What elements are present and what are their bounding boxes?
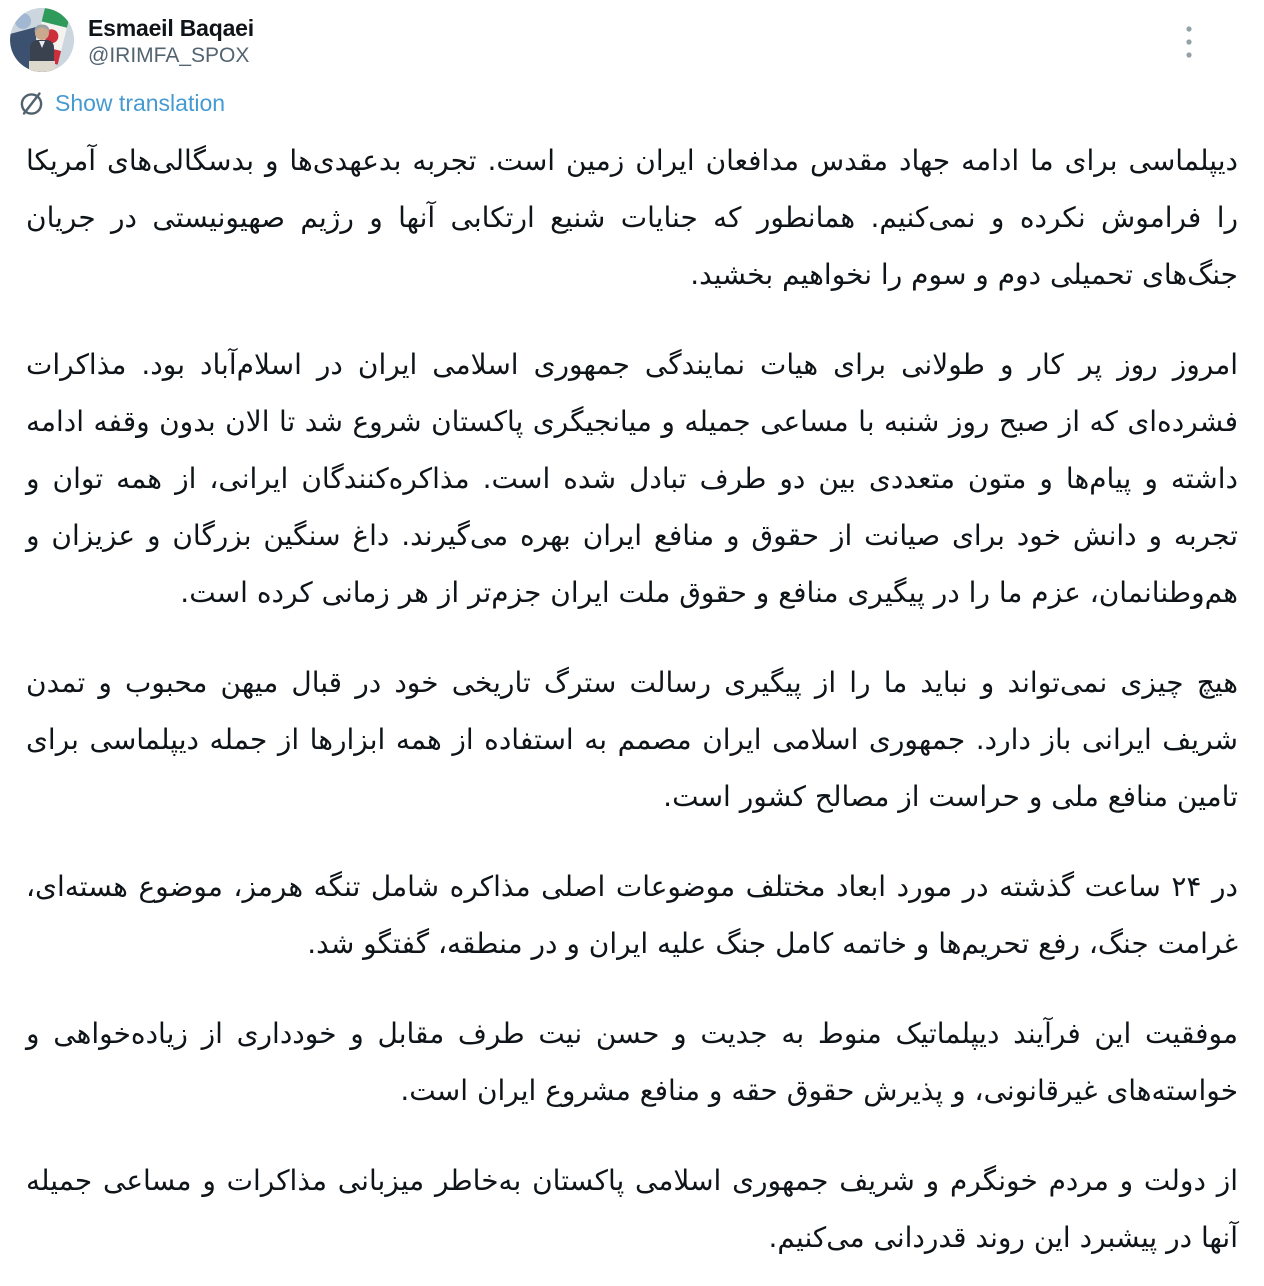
show-translation-label: Show translation [55,90,226,116]
translate-icon [18,90,45,117]
post-paragraph-3: هیچ چیزی نمی‌تواند و نباید ما را از پیگیری رسالت سترگ تاریخی خود در قبال میهن محبوب و تمدن شریف ایرانی باز دارد. جمهوری اسلامی ایران مصمم به استفاده از همه ابزارها از جمله دیپلماسی برای تامین منافع ملی و حراست از مصالح کشور است. [26,666,1238,813]
avatar[interactable] [10,8,74,72]
post-paragraph-6: از دولت و مردم خونگرم و شریف جمهوری اسلامی پاکستان به‌خاطر میزبانی مذاکرات و مساعی جمیله آنها در پیشبرد این روند قدردانی می‌کنیم. [26,1164,1238,1254]
post-paragraph-2: امروز روز پر کار و طولانی برای هیات نمایندگی جمهوری اسلامی ایران در اسلام‌آباد بود. مذاکرات فشرده‌ای که از صبح روز شنبه با مساعی جمیله و میانجیگری پاکستان شروع شد تا الان بدون وقفه ادامه داشته و پیام‌ها و متون متعددی بین دو طرف تبادل شده است. مذاکره‌کنندگان ایرانی، از همه توان و تجربه و دانش خود برای صیانت از حقوق و منافع ایران بهره می‌گیرند. داغ سنگین بزرگان و عزیزان و هم‌وطنانمان، عزم ما را در پیگیری منافع و حقوق ملت ایران جزم‌تر از هر زمانی کرده است. [26,348,1238,609]
tweet-header [0,0,1264,80]
post-paragraph-5: موفقیت این فرآیند دیپلماتیک منوط به جدیت و حسن نیت طرف مقابل و خودداری از زیاده‌خواهی و خواسته‌های غیرقانونی، و پذیرش حقوق حقه و منافع مشروع ایران است. [26,1017,1238,1107]
post-paragraph-4: در ۲۴ ساعت گذشته در مورد ابعاد مختلف موضوعات اصلی مذاکره شامل تنگه هرمز، موضوع هسته‌ای، غرامت جنگ، رفع تحریم‌ها و خاتمه کامل جنگ علیه ایران و در منطقه، گفتگو شد. [26,870,1239,960]
display-name[interactable]: Esmaeil Baqaei [88,15,254,41]
avatar-image [10,8,74,72]
vertical-dots-icon [1184,24,1194,60]
user-handle: @IRIMFA_SPOX [88,44,250,67]
more-menu-button[interactable] [1172,20,1206,64]
post-text [0,118,1264,1286]
post-paragraph-1: دیپلماسی برای ما ادامه جهاد مقدس مدافعان ایران زمین است. تجربه بدعهدی‌ها و بدسگالی‌های آمریکا را فراموش نکرده و نمی‌کنیم. همانطور که جنایات شنیع ارتکابی آنها و رژیم صهیونیستی در جریان جنگ‌های تحمیلی دوم و سوم را نخواهیم بخشید. [26,144,1238,291]
user-id-block [88,8,254,69]
show-translation-link[interactable] [0,80,241,118]
